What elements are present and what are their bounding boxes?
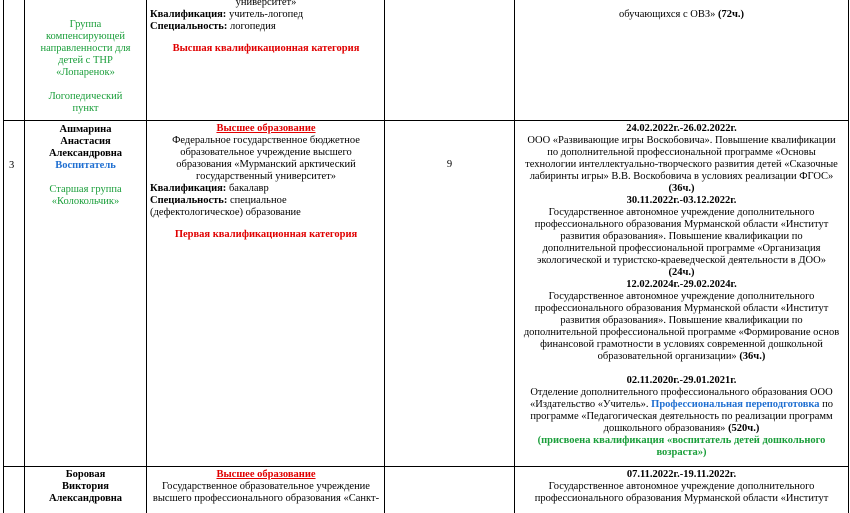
specialty-value: логопедия	[227, 21, 276, 32]
course-hours: (24ч.)	[668, 267, 695, 278]
specialty-line	[150, 21, 382, 33]
course-line: дополнительной профессиональной программе «Организация	[542, 243, 821, 254]
qualification-value: бакалавр	[226, 183, 269, 194]
table-divider-education	[384, 0, 385, 513]
qualification-label: Квалификация:	[150, 183, 227, 194]
course-line: профессионального образования Мурманской области «Институт	[534, 493, 829, 504]
course-tail-hours: (72ч.)	[717, 9, 745, 20]
course-line-last	[515, 351, 848, 363]
category: Высшая квалификационная категория	[172, 43, 360, 54]
course-date: 02.11.2020г.-29.01.2021г.	[626, 375, 737, 386]
course-date: 07.11.2022г.-19.11.2022г.	[626, 469, 737, 480]
specialty-value: специальное	[227, 195, 287, 206]
assigned-qualification: возраста»)	[656, 447, 707, 458]
course-line: Государственное автономное учреждение дополнительного	[548, 207, 815, 218]
course-line: профессионального образования Мурманской области «Институт	[534, 219, 829, 230]
course-line: Государственное автономное учреждение дополнительного	[548, 291, 815, 302]
employee-cell	[25, 124, 146, 208]
course-line: по дополнительной профессиональной программе «Основы	[547, 147, 816, 158]
education-cell-top	[150, 0, 382, 55]
course-line: лабиринты игры» В.В. Воскобовича в условиях реализации ФГОС»	[529, 171, 834, 182]
row-number: 3	[9, 160, 15, 171]
course-hours: (36ч.)	[739, 351, 766, 362]
course-line: ООО «Развивающие игры Воскобовича». Повышение квалификации	[527, 135, 836, 146]
employee-name-line: Александровна	[48, 493, 123, 504]
group-line: Старшая группа	[49, 184, 122, 195]
employee-name-line: Ашмарина	[59, 124, 112, 135]
qualification-label: Квалификация:	[150, 9, 227, 20]
course-line-text: образовательной организации»	[597, 351, 740, 362]
row-divider-1	[3, 120, 849, 121]
qualification-line	[150, 9, 382, 21]
course-line: развития образования». Повышение квалификации по	[560, 231, 803, 242]
course-line: технологии интеллектуально-творческого развития детей «Сказочные	[525, 159, 838, 170]
punkt-line: пункт	[72, 103, 99, 114]
education-line: высшего профессионального образования «Санкт-	[152, 493, 380, 504]
education-title: Высшее образование	[216, 123, 316, 134]
course-date: 12.02.2024г.-29.02.2024г.	[626, 279, 737, 290]
specialty-line	[150, 195, 382, 207]
course-tail-text: обучающихся с ОВЗ»	[618, 9, 718, 20]
course-line: дополнительной профессиональной программе «Формирование основ	[523, 327, 840, 338]
education-cell	[150, 469, 382, 505]
course-line: Отделение дополнительного профессионального образования ООО	[530, 387, 833, 398]
education-tail: университет»	[235, 0, 297, 8]
group-line: компенсирующей	[45, 31, 125, 42]
table-border-right	[848, 0, 849, 513]
experience: 9	[446, 159, 453, 170]
course-hours: (520ч.)	[728, 423, 760, 434]
courses-cell	[515, 469, 848, 505]
course-line: экологической и туристско-краеведческой деятельности в ДОО»	[537, 255, 826, 266]
employee-name-line: Виктория	[62, 481, 109, 492]
group-line: «Колокольчик»	[51, 196, 120, 207]
course-date: 30.11.2022г.-03.12.2022г.	[626, 195, 737, 206]
employee-name-line: Анастасия	[60, 136, 111, 147]
education-line: образовательное учреждение высшего	[180, 147, 352, 158]
course-line-text: «Издательство «Учитель».	[530, 399, 652, 410]
specialty-label: Специальность:	[150, 21, 228, 32]
employee-name-line: Александровна	[48, 148, 123, 159]
course-tail	[515, 9, 848, 21]
group-line: направленности для	[40, 43, 131, 54]
course-line: финансовой грамотности в условиях современной дошкольной	[540, 339, 823, 350]
education-line: образования «Мурманский арктический	[176, 159, 356, 170]
course-line-text: дошкольного образования»	[603, 423, 729, 434]
employee-cell	[25, 469, 146, 505]
course-line: Государственное автономное учреждение дополнительного	[548, 481, 815, 492]
assigned-qualification: (присвоена квалификация «воспитатель детей дошкольного	[537, 435, 826, 446]
group-cell-top	[25, 19, 146, 115]
qualification-line	[150, 183, 382, 195]
table-divider-name	[146, 0, 147, 513]
course-line: профессионального образования Мурманской области «Институт	[534, 303, 829, 314]
education-line: Государственное образовательное учреждение	[162, 481, 370, 492]
employee-name-line: Боровая	[65, 469, 106, 480]
course-line-text: по	[819, 399, 833, 410]
courses-cell-top	[515, 9, 848, 21]
course-line-last	[515, 423, 848, 435]
course-line: программе «Педагогическая деятельность по реализации программ	[530, 411, 833, 422]
course-line	[515, 399, 848, 411]
category: Первая квалификационная категория	[174, 229, 358, 240]
employee-position: Воспитатель	[55, 160, 116, 171]
course-line: развития образования». Повышение квалификации по	[560, 315, 803, 326]
group-line: «Лопаренок»	[56, 67, 115, 78]
education-line: государственный университет»	[196, 171, 336, 182]
education-cell	[150, 123, 382, 241]
course-date: 24.02.2022г.-26.02.2022г.	[626, 123, 737, 134]
specialty-line-cont: (дефектологическое) образование	[150, 207, 301, 218]
qualification-value: учитель-логопед	[226, 9, 304, 20]
row-divider-2	[3, 466, 849, 467]
table-border-left	[3, 0, 4, 513]
specialty-label: Специальность:	[150, 195, 228, 206]
group-line: Группа	[69, 19, 102, 30]
courses-cell	[515, 123, 848, 459]
course-hours: (36ч.)	[668, 183, 695, 194]
education-line: Федеральное государственное бюджетное	[172, 135, 360, 146]
punkt-line: Логопедический	[48, 91, 123, 102]
education-title: Высшее образование	[216, 469, 316, 480]
group-line: детей с ТНР	[58, 55, 113, 66]
retraining-label: Профессиональная переподготовка	[651, 399, 820, 410]
